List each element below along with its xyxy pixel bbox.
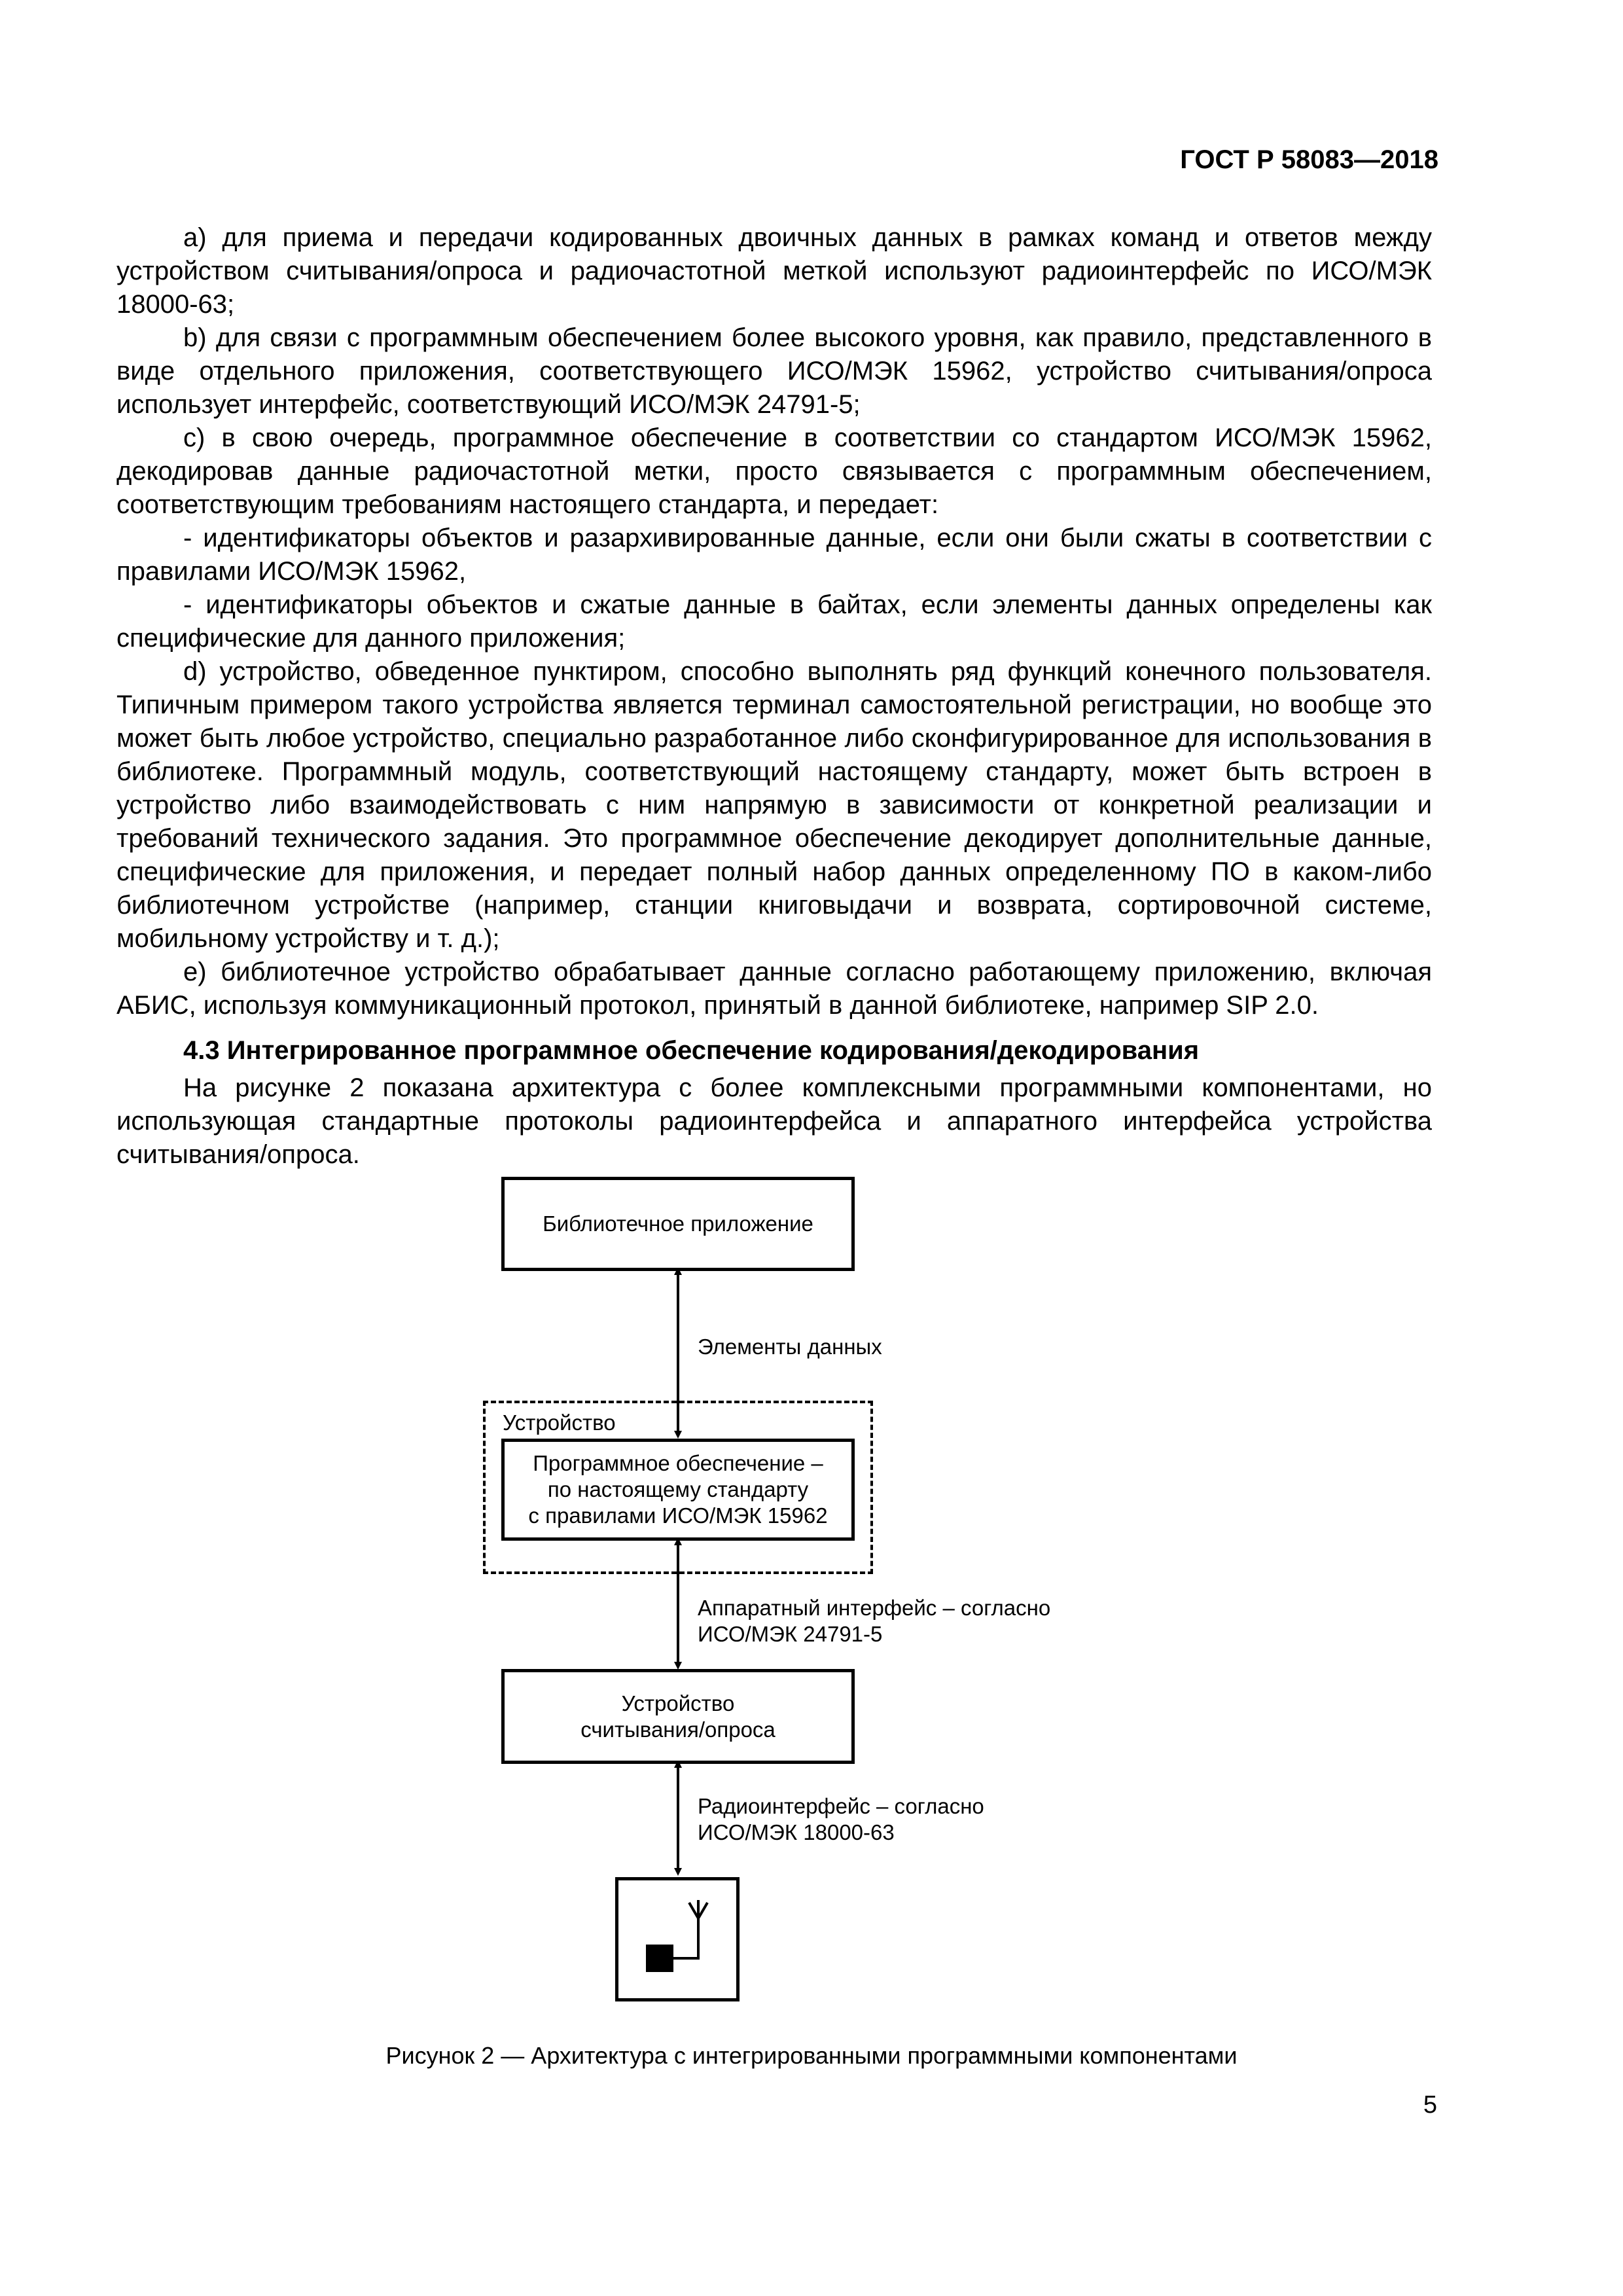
radio-interface-line-1: Радиоинтерфейс – согласно bbox=[698, 1794, 984, 1818]
item-b: b) для связи с программным обеспечением более высокого уровня, как правило, представленного в виде отдельного приложения, соответствующего ИСО/МЭК 15962, устройство считывания/опроса использует интерфейс, соответствующий ИСО/МЭК 24791-5; bbox=[116, 323, 1432, 419]
section-text: На рисунке 2 показана архитектура с более комплексными программными компонентами, но использующая стандартные протоколы радиоинтерфейса и аппаратного интерфейса устройства считывания/опроса. bbox=[116, 1073, 1432, 1169]
reader-box bbox=[501, 1669, 855, 1764]
document-header: ГОСТ Р 58083—2018 bbox=[1180, 145, 1438, 174]
item-c-dash-2: - идентификаторы объектов и сжатые данные в байтах, если элементы данных определены как специфические для данного приложения; bbox=[116, 590, 1432, 653]
hw-interface-label bbox=[698, 1595, 1050, 1647]
software-box bbox=[501, 1439, 855, 1541]
reader-line-1: Устройство bbox=[621, 1691, 735, 1715]
item-d: d) устройство, обведенное пунктиром, способно выполнять ряд функций конечного пользователя. Типичным примером такого устройства является терминал самостоятельной регистрации, но вообще это может быть любое устройство, специально разработанное либо сконфигурированное для использования в библиотеке. Программный модуль, соответствующий настоящему стандарту, может быть встроен в устройство либо взаимодействовать с ним напрямую в зависимости от конкретной реализации и требований технического задания. Это программное обеспечение декодирует дополнительные данные, специфические для приложения, и передает полный набор данных определенному ПО в каком-либо библиотечном устройстве (например, станции книговыдачи и возврата, сортировочной системе, мобильному устройству и т. д.); bbox=[116, 657, 1432, 953]
rfid-tag-box bbox=[615, 1877, 740, 2001]
data-elements-label: Элементы данных bbox=[698, 1335, 882, 1359]
software-line-1: Программное обеспечение – bbox=[533, 1451, 823, 1475]
reader-line-2: считывания/опроса bbox=[580, 1717, 776, 1742]
hw-interface-line-2: ИСО/МЭК 24791-5 bbox=[698, 1622, 883, 1646]
page-number: 5 bbox=[1423, 2091, 1437, 2119]
library-app-box bbox=[501, 1177, 855, 1271]
hw-interface-line-1: Аппаратный интерфейс – согласно bbox=[698, 1596, 1051, 1620]
radio-interface-line-2: ИСО/МЭК 18000-63 bbox=[698, 1820, 895, 1844]
library-app-label: Библиотечное приложение bbox=[543, 1211, 813, 1236]
radio-interface-label bbox=[698, 1793, 984, 1846]
figure-caption: Рисунок 2 — Архитектура с интегрированными программными компонентами bbox=[385, 2042, 1238, 2069]
architecture-diagram bbox=[0, 1165, 1623, 2036]
item-c-dash-1: - идентификаторы объектов и разархивированные данные, если они были сжаты в соответствии с правилами ИСО/МЭК 15962, bbox=[116, 524, 1432, 586]
item-e: e) библиотечное устройство обрабатывает данные согласно работающему приложению, включая АБИС, используя коммуникационный протокол, принятый в данной библиотеке, например SIP 2.0. bbox=[116, 958, 1432, 1020]
item-c: c) в свою очередь, программное обеспечение в соответствии со стандартом ИСО/МЭК 15962, декодировав данные радиочастотной метки, просто связывается с программным обеспечением, соответствующим требованиям настоящего стандарта, и передает: bbox=[116, 423, 1432, 519]
software-line-2: по настоящему стандарту bbox=[547, 1477, 809, 1501]
body-text bbox=[116, 221, 1432, 1172]
rfid-tag-icon bbox=[618, 1880, 736, 1998]
section-heading: 4.3 Интегрированное программное обеспечение кодирования/декодирования bbox=[183, 1036, 1200, 1065]
device-label: Устройство bbox=[503, 1410, 616, 1435]
software-line-3: с правилами ИСО/МЭК 15962 bbox=[528, 1503, 828, 1528]
item-a: a) для приема и передачи кодированных двоичных данных в рамках команд и ответов между устройством считывания/опроса и радиочастотной меткой используют радиоинтерфейс по ИСО/МЭК 18000-63; bbox=[116, 223, 1432, 319]
